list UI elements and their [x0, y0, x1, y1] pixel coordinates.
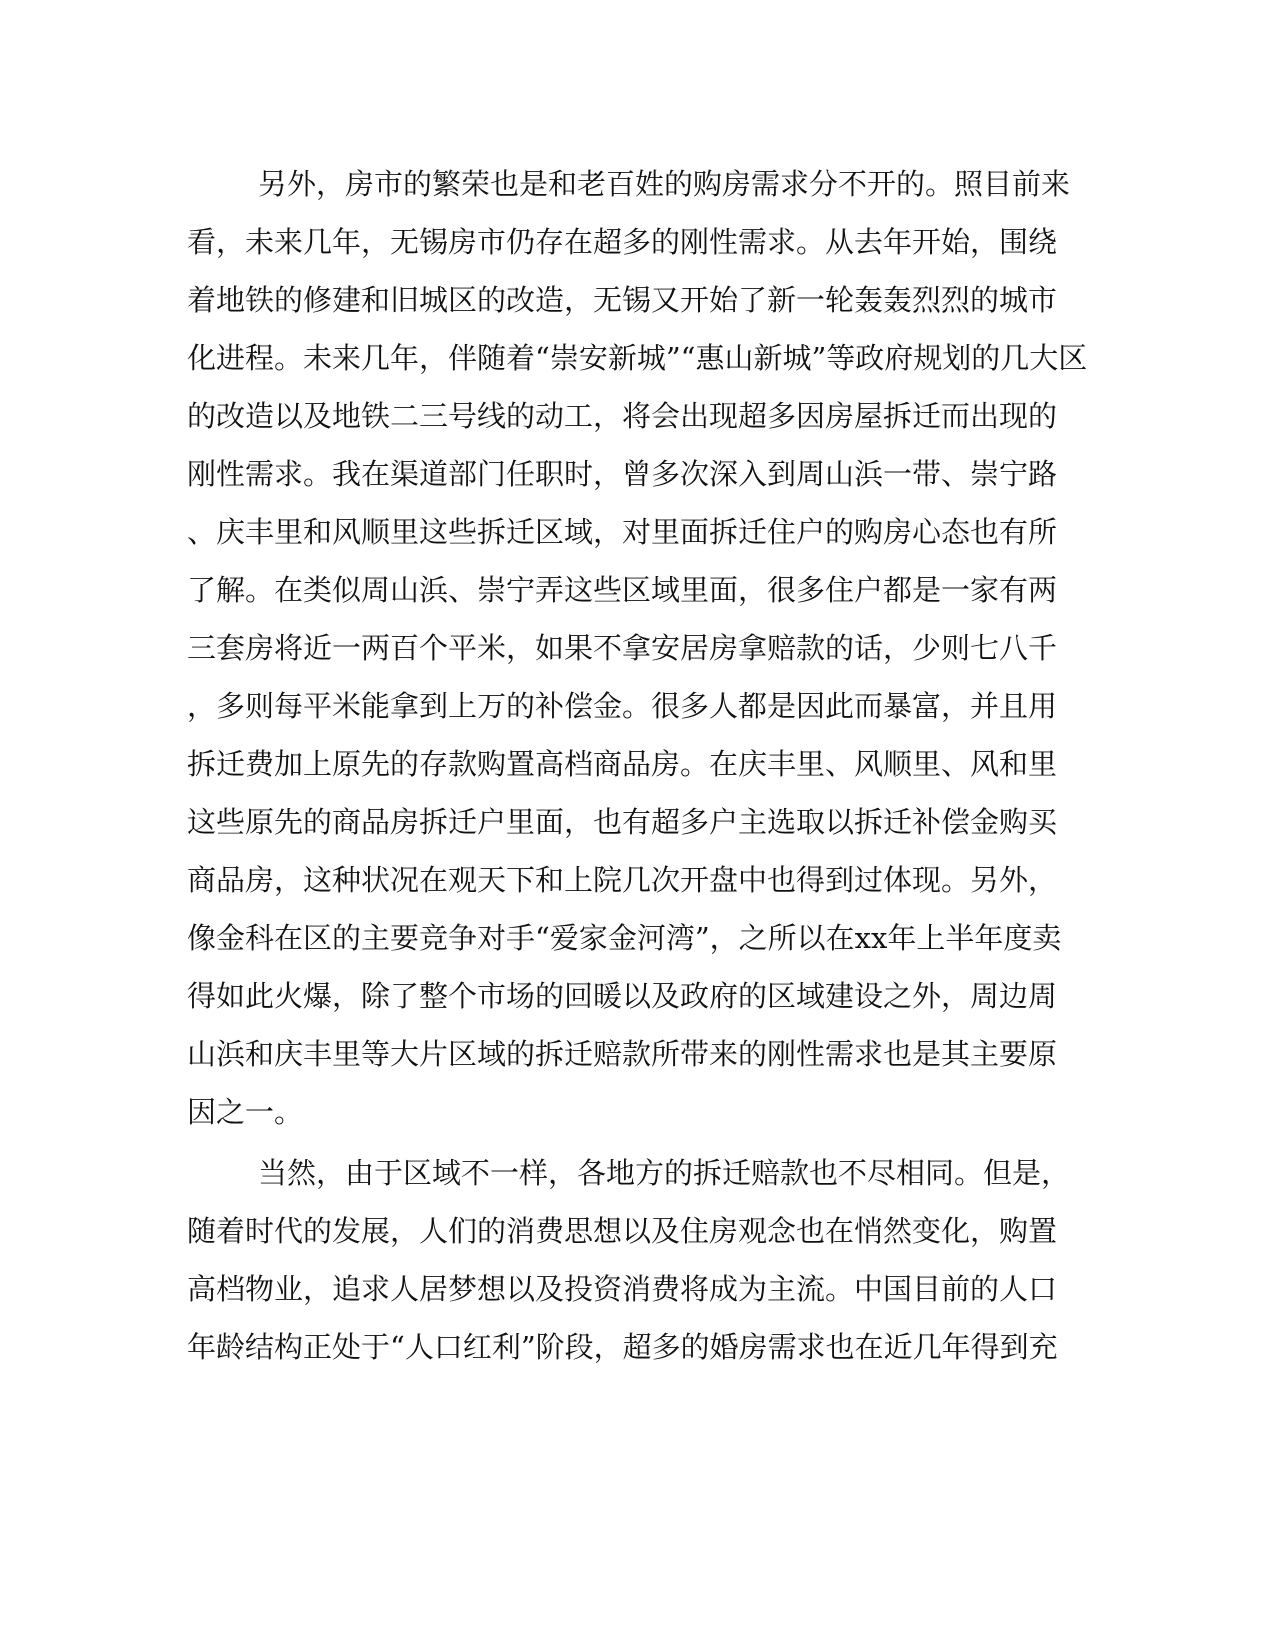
text-line: 刚性需求。我在渠道部门任职时，曾多次深入到周山浜一带、崇宁路 — [187, 457, 1058, 491]
text-line: 看，未来几年，无锡房市仍存在超多的刚性需求。从去年开始，围绕 — [187, 225, 1058, 259]
text-line: 另外，房市的繁荣也是和老百姓的购房需求分不开的。照目前来 — [258, 167, 1071, 201]
text-line: 商品房，这种状况在观天下和上院几次开盘中也得到过体现。另外， — [187, 863, 1058, 897]
text-line: 三套房将近一两百个平米，如果不拿安居房拿赔款的话，少则七八千 — [187, 631, 1058, 665]
text-line: 着地铁的修建和旧城区的改造，无锡又开始了新一轮轰轰烈烈的城市 — [187, 283, 1058, 317]
text-line: 了解。在类似周山浜、崇宁弄这些区域里面，很多住户都是一家有两 — [187, 573, 1058, 607]
text-line: 化进程。未来几年，伴随着“崇安新城”“惠山新城”等政府规划的几大区 — [187, 341, 1088, 375]
text-line: 当然，由于区域不一样，各地方的拆迁赔款也不尽相同。但是， — [258, 1156, 1071, 1190]
text-line: ，多则每平米能拿到上万的补偿金。很多人都是因此而暴富，并且用 — [187, 689, 1058, 723]
text-line: 随着时代的发展，人们的消费思想以及住房观念也在悄然变化，购置 — [187, 1214, 1058, 1248]
text-line: 因之一。 — [187, 1095, 304, 1129]
text-line: 山浜和庆丰里等大片区域的拆迁赔款所带来的刚性需求也是其主要原 — [187, 1037, 1058, 1071]
text-line: 高档物业，追求人居梦想以及投资消费将成为主流。中国目前的人口 — [187, 1272, 1058, 1306]
text-line: 、庆丰里和风顺里这些拆迁区域，对里面拆迁住户的购房心态也有所 — [187, 515, 1058, 549]
text-line: 年龄结构正处于“人口红利”阶段，超多的婚房需求也在近几年得到充 — [187, 1330, 1058, 1364]
text-line: 的改造以及地铁二三号线的动工，将会出现超多因房屋拆迁而出现的 — [187, 399, 1058, 433]
text-line: 得如此火爆，除了整个市场的回暖以及政府的区域建设之外，周边周 — [187, 979, 1058, 1013]
text-line: 像金科在区的主要竞争对手“爱家金河湾”，之所以在xx年上半年度卖 — [187, 921, 1062, 955]
text-line: 这些原先的商品房拆迁户里面，也有超多户主选取以拆迁补偿金购买 — [187, 805, 1058, 839]
text-line: 拆迁费加上原先的存款购置高档商品房。在庆丰里、风顺里、风和里 — [187, 747, 1058, 781]
